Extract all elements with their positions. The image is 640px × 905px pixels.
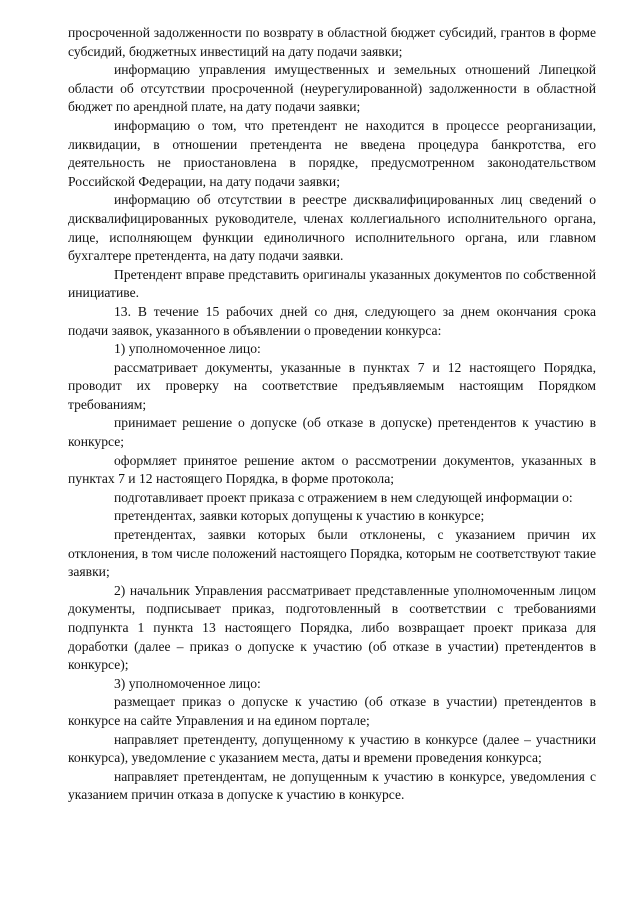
paragraph: 1) уполномоченное лицо:: [114, 341, 261, 357]
paragraph: 2) начальник Управления рассматривает представленные уполномоченным лицом документы, подписывает приказ, подготовленный в соответствии с требованиями подпункта 1 пункта 13 настоящего Порядка, либо возвращает проект приказа для доработки (далее – приказ о допуске к участию (об отказе в участии) претендентов в конкурсе);: [68, 582, 596, 673]
paragraph: оформляет принятое решение актом о рассмотрении документов, указанных в пунктах 7 и 12 настоящего Порядка, в форме протокола;: [68, 452, 596, 487]
paragraph: подготавливает проект приказа с отражением в нем следующей информации о:: [114, 489, 573, 505]
paragraph: претендентах, заявки которых допущены к участию в конкурсе;: [114, 508, 485, 524]
paragraph: 3) уполномоченное лицо:: [114, 675, 261, 691]
paragraph: претендентах, заявки которых были отклонены, с указанием причин их отклонения, в том числе положений настоящего Порядка, которым не соответствуют такие заявки;: [68, 527, 596, 580]
paragraph: Претендент вправе представить оригиналы указанных документов по собственной инициативе.: [68, 266, 596, 301]
paragraph: просроченной задолженности по возврату в областной бюджет субсидий, грантов в форме субсидий, бюджетных инвестиций на дату подачи заявки;: [68, 25, 596, 59]
paragraph: 13. В течение 15 рабочих дней со дня, следующего за днем окончания срока подачи заявок, указанного в объявлении о проведении конкурса:: [68, 303, 596, 338]
paragraph: информацию о том, что претендент не находится в процессе реорганизации, ликвидации, в отношении претендента не введена процедура банкротства, его деятельность не приостановлена в порядке, предусмотренном законодательством Российской Федерации, на дату подачи заявки;: [68, 117, 596, 189]
paragraph: принимает решение о допуске (об отказе в допуске) претендентов к участию в конкурсе;: [68, 415, 596, 450]
paragraph: размещает приказ о допуске к участию (об отказе в участии) претендентов в конкурсе на сайте Управления и на едином портале;: [68, 694, 596, 728]
paragraph: рассматривает документы, указанные в пунктах 7 и 12 настоящего Порядка, проводит их проверку на соответствие предъявляемым настоящим Порядком требованиям;: [68, 359, 596, 412]
document-page: [68, 24, 596, 805]
paragraph: направляет претенденту, допущенному к участию в конкурсе (далее – участники конкурса), уведомление с указанием места, даты и времени проведения конкурса;: [68, 731, 596, 766]
paragraph: направляет претендентам, не допущенным к участию в конкурсе, уведомления с указанием причин отказа в допуске к участию в конкурсе.: [68, 768, 596, 803]
paragraph: информацию об отсутствии в реестре дисквалифицированных лиц сведений о дисквалифицированных руководителе, членах коллегиального исполнительного органа, лице, исполняющем функции единоличного исполнительного органа, или главном бухгалтере претендента, на дату подачи заявки.: [68, 192, 596, 264]
paragraph: информацию управления имущественных и земельных отношений Липецкой области об отсутствии просроченной (неурегулированной) задолженности в областной бюджет по арендной плате, на дату подачи заявки;: [68, 62, 596, 115]
